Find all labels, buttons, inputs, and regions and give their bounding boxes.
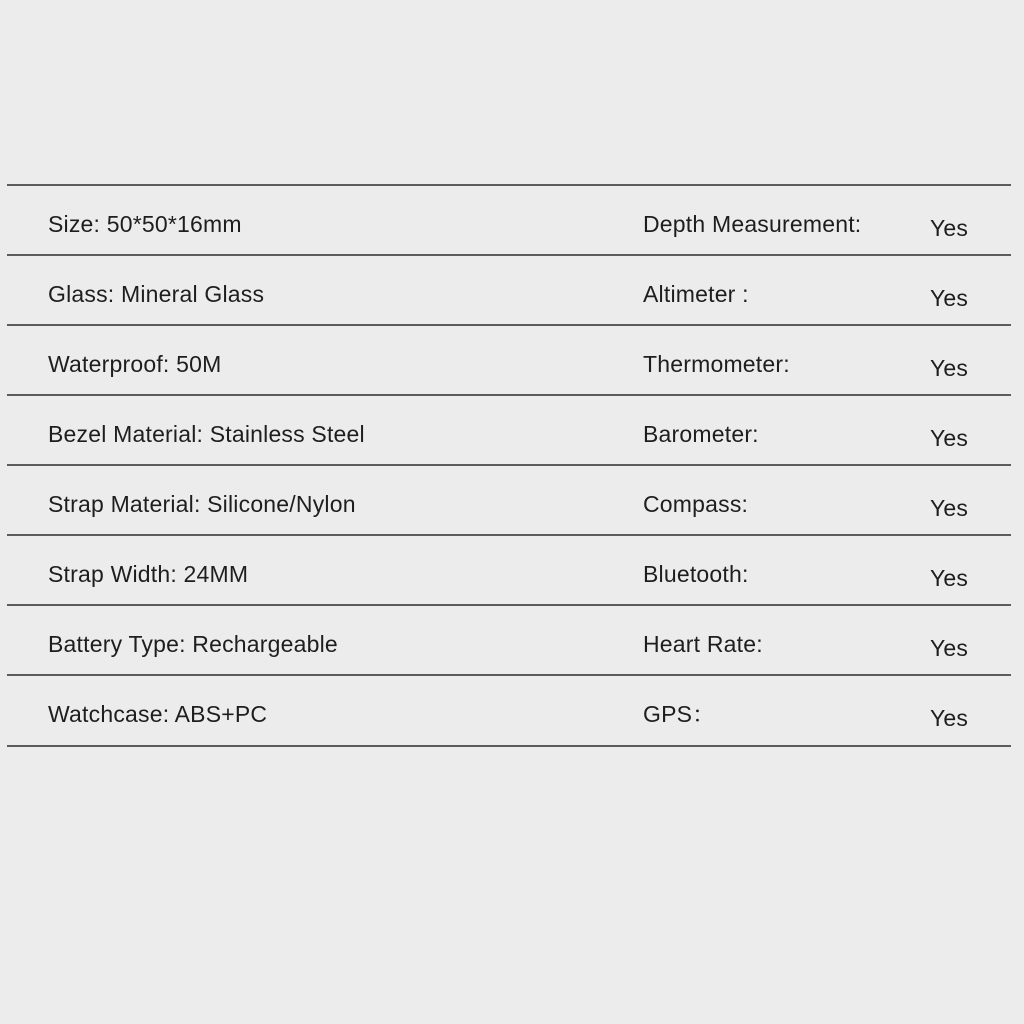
feature-value: Yes	[930, 355, 969, 381]
spec-row-watchcase	[7, 676, 1011, 747]
spec-table	[7, 184, 1011, 747]
feature-value: Yes	[930, 425, 969, 451]
spec-row-waterproof	[7, 326, 1011, 396]
spec-row-battery	[7, 606, 1011, 676]
feature-compass: Compass:	[643, 491, 749, 517]
spec-bezel-material: Bezel Material: Stainless Steel	[48, 421, 365, 447]
spec-glass: Glass: Mineral Glass	[48, 281, 265, 307]
spec-row-bezel	[7, 396, 1011, 466]
spec-size: Size: 50*50*16mm	[48, 211, 242, 237]
feature-barometer: Barometer:	[643, 421, 759, 447]
feature-depth-measurement: Depth Measurement:	[643, 211, 862, 237]
spec-row-glass	[7, 256, 1011, 326]
spec-waterproof: Waterproof: 50M	[48, 351, 222, 377]
feature-thermometer: Thermometer:	[643, 351, 790, 377]
spec-battery-type: Battery Type: Rechargeable	[48, 631, 338, 657]
feature-value: Yes	[930, 215, 969, 241]
feature-altimeter: Altimeter :	[643, 281, 749, 307]
feature-value: Yes	[930, 635, 969, 661]
feature-value: Yes	[930, 565, 969, 591]
feature-value: Yes	[930, 705, 969, 731]
spec-row-size	[7, 186, 1011, 256]
feature-value: Yes	[930, 495, 969, 521]
feature-gps: GPS：	[643, 701, 716, 727]
spec-strap-material: Strap Material: Silicone/Nylon	[48, 491, 356, 517]
spec-strap-width: Strap Width: 24MM	[48, 561, 249, 587]
spec-watchcase: Watchcase: ABS+PC	[48, 701, 268, 727]
spec-row-strap-material	[7, 466, 1011, 536]
feature-value: Yes	[930, 285, 969, 311]
feature-heart-rate: Heart Rate:	[643, 631, 763, 657]
feature-bluetooth: Bluetooth:	[643, 561, 749, 587]
spec-row-strap-width	[7, 536, 1011, 606]
